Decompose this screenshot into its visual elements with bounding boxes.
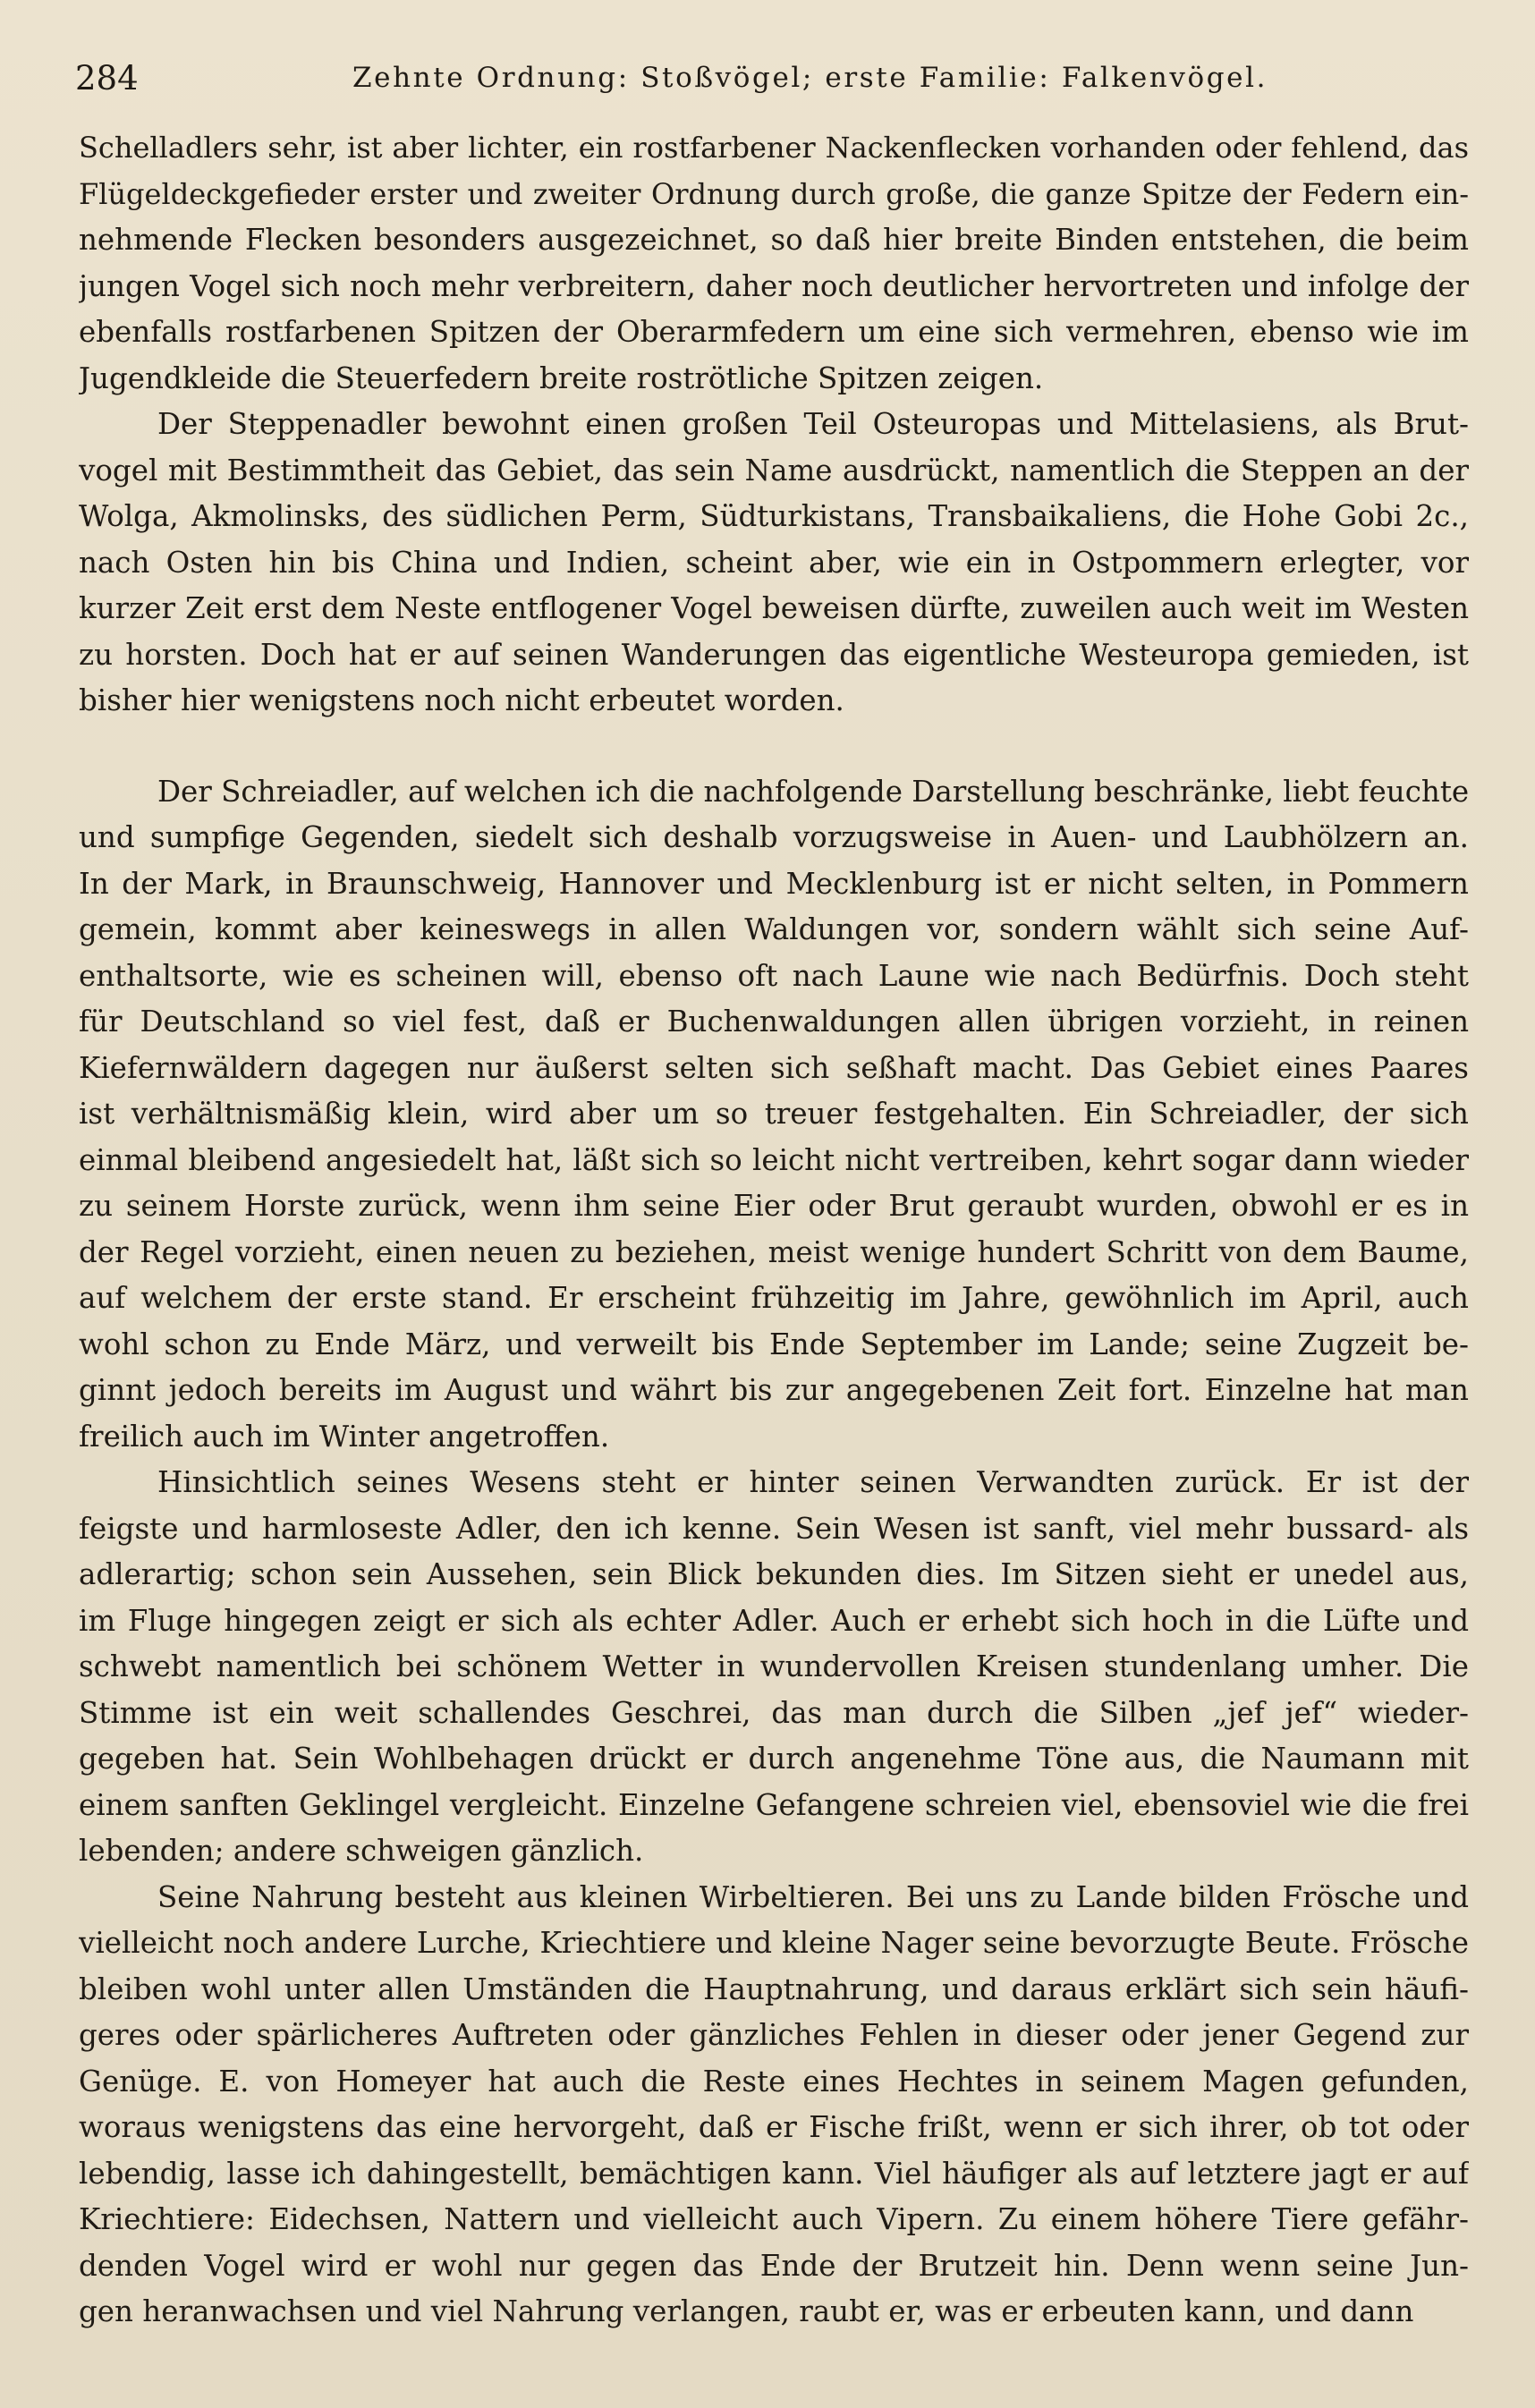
text-line: jungen Vogel sich noch mehr verbreitern, daher noch deutlicher hervortreten und infolge der (79, 268, 1469, 303)
text-line: Wolga, Akmolinsks, des südlichen Perm, Südturkistans, Transbaikaliens, die Hohe Gobi 2c., (79, 499, 1469, 533)
text-line: Der Schreiadler, auf welchen ich die nachfolgende Darstellung beschränke, liebt feuchte (157, 774, 1469, 809)
text-line: nach Osten hin bis China und Indien, scheint aber, wie ein in Ostpommern erlegter, vor (79, 545, 1469, 580)
text-line: und sumpfige Gegenden, siedelt sich deshalb vorzugsweise in Auen- und Laubhölzern an. (79, 820, 1469, 854)
text-line: Flügeldeckgefieder erster und zweiter Ordnung durch große, die ganze Spitze der Federn ein- (79, 176, 1469, 211)
text-line: ginnt jedoch bereits im August und währt bis zur angegebenen Zeit fort. Einzelne hat man (79, 1373, 1469, 1407)
text-line: einem sanften Geklingel vergleicht. Einzelne Gefangene schreien viel, ebensoviel wie die frei (79, 1787, 1469, 1822)
text-line: adlerartig; schon sein Aussehen, sein Blick bekunden dies. Im Sitzen sieht er unedel aus, (79, 1557, 1469, 1591)
text-line: woraus wenigstens das eine hervorgeht, daß er Fische frißt, wenn er sich ihrer, ob tot oder (79, 2110, 1469, 2144)
text-line: nehmende Flecken besonders ausgezeichnet, so daß hier breite Binden entstehen, die beim (79, 223, 1469, 257)
paragraph-4 (79, 1460, 1469, 1875)
text-line: In der Mark, in Braunschweig, Hannover und Mecklenburg ist er nicht selten, in Pommern (79, 866, 1469, 901)
text-line: Schelladlers sehr, ist aber lichter, ein rostfarbener Nackenflecken vorhanden oder fehlend, das (79, 131, 1469, 165)
text-line: wohl schon zu Ende März, und verweilt bis Ende September im Lande; seine Zugzeit be- (79, 1327, 1469, 1361)
text-line: ist verhältnismäßig klein, wird aber um so treuer festgehalten. Ein Schreiadler, der sich (79, 1097, 1469, 1131)
text-line: für Deutschland so viel fest, daß er Buchenwaldungen allen übrigen vorzieht, in reinen (79, 1005, 1469, 1039)
text-line: vielleicht noch andere Lurche, Kriechtiere und kleine Nager seine bevorzugte Beute. Frösche (79, 1926, 1469, 1960)
running-title: Zehnte Ordnung: Stoßvögel; erste Familie: Falkenvögel. (352, 62, 1268, 94)
text-line: Der Steppenadler bewohnt einen großen Teil Osteuropas und Mittelasiens, als Brut- (157, 407, 1469, 441)
paragraph-2 (79, 402, 1469, 725)
page-number: 284 (75, 59, 139, 98)
paragraph-5 (79, 1875, 1469, 2336)
text-line: gemein, kommt aber keineswegs in allen Waldungen vor, sondern wählt sich seine Auf- (79, 912, 1469, 946)
text-line: freilich auch im Winter angetroffen. (79, 1419, 610, 1454)
text-line: bisher hier wenigstens noch nicht erbeutet worden. (79, 683, 844, 717)
text-line: im Fluge hingegen zeigt er sich als echter Adler. Auch er erhebt sich hoch in die Lüfte und (79, 1603, 1469, 1638)
text-line: gen heranwachsen und viel Nahrung verlangen, raubt er, was er erbeuten kann, und dann (79, 2294, 1414, 2328)
text-line: vogel mit Bestimmtheit das Gebiet, das sein Name ausdrückt, namentlich die Steppen an der (79, 453, 1469, 488)
paragraph-1 (79, 125, 1469, 402)
text-line: geres oder spärlicheres Auftreten oder gänzliches Fehlen in dieser oder jener Gegend zur (79, 2018, 1469, 2052)
text-line: lebenden; andere schweigen gänzlich. (79, 1834, 644, 1868)
paragraph-3 (79, 769, 1469, 1461)
text-line: Seine Nahrung besteht aus kleinen Wirbeltieren. Bei uns zu Lande bilden Frösche und (157, 1879, 1469, 1914)
section-gap (79, 725, 1469, 769)
text-line: einmal bleibend angesiedelt hat, läßt sich so leicht nicht vertreiben, kehrt sogar dann wieder (79, 1142, 1469, 1177)
text-line: enthaltsorte, wie es scheinen will, ebenso oft nach Laune wie nach Bedürfnis. Doch steht (79, 958, 1469, 993)
text-line: Kriechtiere: Eidechsen, Nattern und vielleicht auch Vipern. Zu einem höhere Tiere gefähr- (79, 2202, 1469, 2236)
text-line: feigste und harmloseste Adler, den ich kenne. Sein Wesen ist sanft, viel mehr bussard- als (79, 1511, 1469, 1546)
text-line: bleiben wohl unter allen Umständen die Hauptnahrung, und daraus erklärt sich sein häufi- (79, 1971, 1469, 2006)
text-line: kurzer Zeit erst dem Neste entflogener Vogel beweisen dürfte, zuweilen auch weit im Westen (79, 591, 1469, 625)
text-line: Genüge. E. von Homeyer hat auch die Reste eines Hechtes in seinem Magen gefunden, (79, 2064, 1469, 2099)
body-text (79, 125, 1469, 2336)
text-line: der Regel vorzieht, einen neuen zu beziehen, meist wenige hundert Schritt von dem Baume, (79, 1234, 1469, 1269)
text-line: zu seinem Horste zurück, wenn ihm seine Eier oder Brut geraubt wurden, obwohl er es in (79, 1189, 1469, 1223)
text-line: lebendig, lasse ich dahingestellt, bemächtigen kann. Viel häufiger als auf letztere jagt er auf (79, 2156, 1469, 2191)
text-line: Kiefernwäldern dagegen nur äußerst selten sich seßhaft macht. Das Gebiet eines Paares (79, 1050, 1469, 1085)
text-line: ebenfalls rostfarbenen Spitzen der Oberarmfedern um eine sich vermehren, ebenso wie im (79, 315, 1469, 349)
page-header (75, 54, 1471, 104)
text-line: Hinsichtlich seines Wesens steht er hinter seinen Verwandten zurück. Er ist der (157, 1465, 1469, 1499)
text-line: auf welchem der erste stand. Er erscheint frühzeitig im Jahre, gewöhnlich im April, auch (79, 1281, 1469, 1315)
text-line: Jugendkleide die Steuerfedern breite roströtliche Spitzen zeigen. (79, 360, 1044, 395)
text-line: gegeben hat. Sein Wohlbehagen drückt er durch angenehme Töne aus, die Naumann mit (79, 1742, 1469, 1776)
text-line: zu horsten. Doch hat er auf seinen Wanderungen das eigentliche Westeuropa gemieden, ist (79, 637, 1469, 672)
text-line: schwebt namentlich bei schönem Wetter in wundervollen Kreisen stundenlang umher. Die (79, 1649, 1469, 1683)
text-line: denden Vogel wird er wohl nur gegen das Ende der Brutzeit hin. Denn wenn seine Jun- (79, 2248, 1469, 2283)
text-line: Stimme ist ein weit schallendes Geschrei, das man durch die Silben „jef jef“ wieder- (79, 1695, 1469, 1730)
